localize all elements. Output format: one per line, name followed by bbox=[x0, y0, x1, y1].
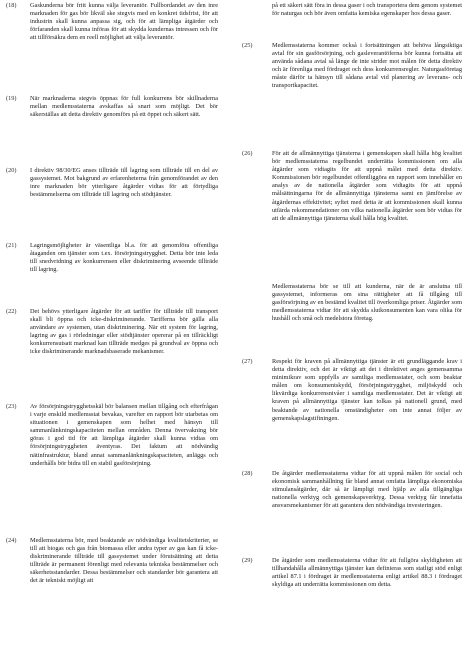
recital-text: Lagringsmöjligheter är väsentliga bl.a. för att genomföra offentliga åtaganden om tjänster som t.ex. försörjningstrygghet. Detta bör inte leda till snedvridning av konkurrensen eller diskriminering avseende tillträde till lagring. bbox=[30, 242, 218, 274]
recital-paragraph bbox=[0, 242, 218, 274]
recital-paragraph bbox=[236, 2, 462, 18]
recital-text: De åtgärder som medlemsstaterna vidtar för att fullgöra skyldigheten att tillhandahålla allmännyttiga tjänster kan definieras som statligt stöd enligt artikel 87.1 i fördraget är medlemsstaterna enligt artikel 88.3 i fördraget skyldiga att underrätta kommissionen om detta. bbox=[272, 557, 462, 589]
recital-paragraph bbox=[236, 358, 462, 423]
recital-paragraph bbox=[236, 470, 462, 510]
recital-paragraph bbox=[0, 403, 218, 468]
recital-text: på ett säkert sätt föra in dessa gaser i och transportera dem genom systemet för naturgas och bör även omfatta kemiska egenskaper hos dessa gaser. bbox=[272, 2, 462, 18]
recital-number: (22) bbox=[6, 308, 17, 315]
recital-number: (20) bbox=[6, 167, 17, 174]
recital-number: (29) bbox=[242, 557, 253, 564]
recital-text: Gaskunderna bör fritt kunna välja leverantör. Fullbordandet av den inre marknaden för gas bör likväl ske stegvis med en konkret tidsfrist, för att industrin skall kunna anpassa sig, och för att lämpliga åtgärder och förfaranden skall kunna införas för att skydda kundernas intressen och för att tillförsäkra dem en reell möjlighet att välja leverantör. bbox=[30, 2, 218, 42]
recital-number: (28) bbox=[242, 470, 253, 477]
recital-text: När marknaderna stegvis öppnas för full konkurrens bör skillnaderna mellan medlemsstaterna avskaffas så snart som möjligt. Det bör säkerställas att detta direktiv genomförs på ett öppet och säkert sätt. bbox=[30, 95, 218, 119]
recital-text: I direktiv 98/30/EG anses tillträde till lagring som tillträde till en del av gassystemet. Mot bakgrund av erfarenheterna från genomförandet av den inre marknaden bör ytterligare åtgärder vidtas för att förtydliga bestämmelserna om tillträde till lagring och stödtjänster. bbox=[30, 167, 218, 199]
recital-text: Medlemsstaterna bör, med beaktande av nödvändiga kvalitetskriterier, se till att biogas och gas från biomassa eller andra typer av gas kan få icke-diskriminerande tillträde till gassystemet under förutsättning att detta tillträde är permanent förenligt med relevanta tekniska bestämmelser och säkerhetsstandarder. Dessa bestämmelser och standarder bör garantera att det är tekniskt möjligt att bbox=[30, 537, 218, 585]
recital-number: (25) bbox=[242, 42, 253, 49]
recital-paragraph bbox=[236, 557, 462, 589]
recital-text: De åtgärder medlemsstaterna vidtar för att uppnå målen för social och ekonomisk sammanhållning får bland annat omfatta lämpliga ekonomiska stimulansåtgärder, där så är lämpligt med hjälp av alla tillgängliga nationella verktyg och gemenskapsverktyg. Dessa verktyg får innefatta ansvarsmekanismer för att garantera den nödvändiga investeringen. bbox=[272, 470, 462, 510]
recital-text: Av försörjningstrygghetsskäl bör balansen mellan tillgång och efterfrågan i varje enskild medlemsstat bevakas, varefter en rapport bör utarbetas om situationen i gemenskapen som helhet med hänsyn till sammanlänkningskapaciteten mellan områden. Denna övervakning bör göras i god tid för att lämpliga åtgärder skall kunna vidtas om försörjningstryggheten äventyras. Det faktum att nödvändig nätinfrastruktur, bland annat sammanlänkningskapaciteten, anläggs och underhålls bör bidra till en stabil gasförsörjning. bbox=[30, 403, 218, 467]
recital-number: (18) bbox=[6, 2, 17, 9]
recital-number: (21) bbox=[6, 242, 17, 249]
recital-number: (26) bbox=[242, 150, 253, 157]
recital-number: (24) bbox=[6, 537, 17, 544]
recital-paragraph bbox=[0, 2, 218, 42]
recital-number: (23) bbox=[6, 403, 17, 410]
recital-text: Respekt för kraven på allmännyttiga tjänster är ett grundläggande krav i detta direktiv, och det är viktigt att det i direktivet anges gemensamma minimikrav som uppfylls av samtliga medlemsstater, och som beaktar målen om konsumentskydd, försörjningstrygghet, miljöskydd och likvärdiga konkurrensnivåer i samtliga medlemsstater. Det är viktigt att kraven på allmännyttiga tjänster kan tolkas på nationell grund, med beaktande av nationella omständigheter om inte annat följer av gemenskapslagstiftningen. bbox=[272, 358, 462, 422]
recital-text: Medlemsstaterna bör se till att kunderna, när de är anslutna till gassystemet, informeras om sina rättigheter att få tillgång till gasförsörjning av en bestämd kvalitet till överkomliga priser. Åtgärder som medlemsstaterna vidtar för att skydda slutkonsumenten kan vara olika för hushåll och små och medelstora företag. bbox=[272, 283, 462, 323]
recital-paragraph bbox=[0, 95, 218, 119]
recital-number: (19) bbox=[6, 95, 17, 102]
recital-paragraph bbox=[0, 308, 218, 357]
recital-number: (27) bbox=[242, 358, 253, 365]
recital-text: Det behövs ytterligare åtgärder för att tariffer för tillträde till transport skall bli öppna och icke-diskriminerande. Tarifferna bör gälla alla användare av systemen, utan diskriminering. När ett system för lagring, lagring av gas i rörledningar eller stödtjänster opererar på en tillräckligt konkurrensutsatt marknad kan tillträde medges på grundval av öppna och icke diskriminerande marknadsbaserade mekanismer. bbox=[30, 308, 218, 356]
recital-paragraph bbox=[0, 537, 218, 586]
recital-paragraph bbox=[0, 167, 218, 199]
recital-paragraph bbox=[236, 283, 462, 323]
recital-paragraph bbox=[236, 150, 462, 223]
recital-text: För att de allmännyttiga tjänsterna i gemenskapen skall hålla hög kvalitet bör medlemsstaterna regelbundet underrätta kommissionen om alla åtgärder som vidtagits för att uppnå målet med detta direktiv. Kommissionen bör regelbundet offentliggöra en rapport som innehåller en analys av de nationella åtgärder som vidtagits för att uppnå målsättningarna för de allmännyttiga tjänsterna samt en jämförelse av åtgärdernas effektivitet; syftet med detta är att kommissionen skall kunna utfärda rekommendationer om vilka nationella åtgärder som bör vidtas för att de allmännyttiga tjänsterna skall hålla hög kvalitet. bbox=[272, 150, 462, 222]
recital-paragraph bbox=[236, 42, 462, 91]
recital-text: Medlemsstaterna kommer också i fortsättningen att behöva långsiktiga avtal för sin gasförsörjning, och gasleverantöferna bör kunna fortsätta att använda sådana avtal så länge de inte strider mot målen för detta direktiv och är förenliga med fördraget och dess konkurrensregler. Naturgasföretag måste därför ta hänsyn till sådana avtal vid planering av leverans- och transportkapacitet. bbox=[272, 42, 462, 90]
